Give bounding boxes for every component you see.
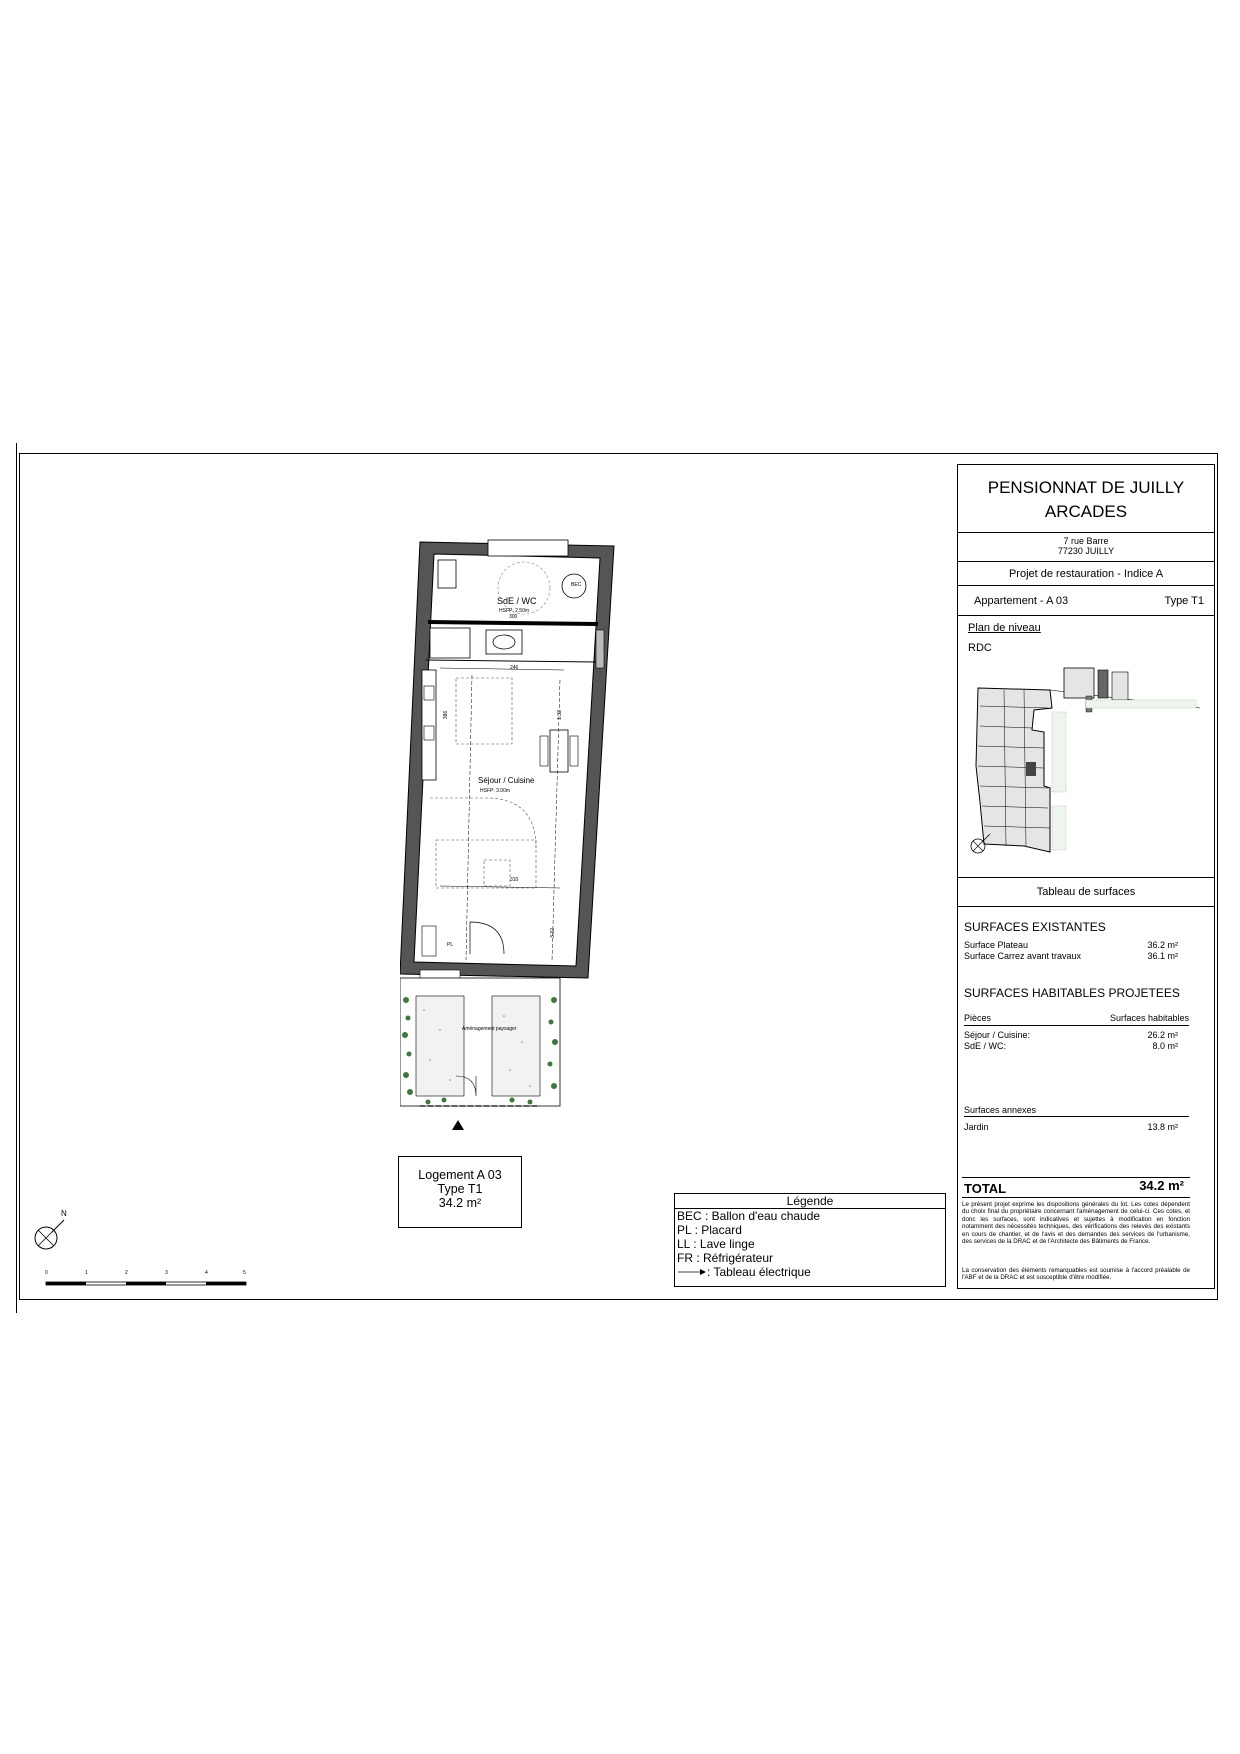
- dim-label-2: 246: [510, 665, 519, 671]
- total-value: 34.2 m²: [1139, 1178, 1184, 1193]
- annex-heading: Surfaces annexes: [964, 1105, 1189, 1117]
- disclaimer-note: Le présent projet exprime les dispositions générales du lot. Les cotes dépendent du choix final du propriétaire concernant l'aménagement de celui-ci. Ces cotes, et donc les surfaces, sont indicatives et sujettes à modification en fonction notamment des nécessités techniques, des vérifications des relevés des existants en cours de chantier, et de l'avis et des demandes des services de l'urbanisme, des services de la DRAC et de l'Architecte des Bâtiments de France.: [962, 1201, 1190, 1246]
- room-sde-wc: SdE / WC: [497, 596, 537, 606]
- scale-ticks: [45, 1270, 251, 1278]
- legend-item-ll: LL : Lave linge: [677, 1237, 755, 1251]
- lot-area: 34.2 m²: [438, 1196, 482, 1210]
- apartment-row: [958, 586, 1214, 616]
- legend-heading: Légende: [675, 1194, 945, 1209]
- surfaces-heading: Tableau de surfaces: [958, 878, 1214, 907]
- site-key-plan: [964, 666, 1210, 866]
- room-sde-height: HSFP: 2.50m: [499, 608, 530, 614]
- existing-heading: SURFACES EXISTANTES: [964, 920, 1106, 934]
- legend: [674, 1193, 946, 1287]
- scale-tick-5: 5: [243, 1270, 246, 1276]
- project-name: PENSIONNAT DE JUILLY: [987, 478, 1185, 497]
- scale-tick-2: 2: [125, 1270, 128, 1276]
- dim-label-3: 386: [443, 710, 450, 720]
- pl-tag: PL: [447, 942, 454, 948]
- annex-label-1: Jardin: [964, 1122, 989, 1132]
- scale-tick-0: 0: [45, 1270, 48, 1276]
- legend-item-bec: BEC : Ballon d'eau chaude: [677, 1209, 821, 1223]
- project-subtitle: ARCADES: [1044, 502, 1128, 521]
- address-row: [958, 533, 1214, 562]
- title-row: [958, 465, 1214, 533]
- conservation-note: La conservation des éléments remarquables est soumise à l'accord préalable de l'ABF et de la DRAC et est susceptible d'être modifiée.: [962, 1267, 1190, 1282]
- annex-value-1: 13.8 m²: [1147, 1122, 1178, 1132]
- existing-value-2: 36.1 m²: [1147, 951, 1178, 961]
- total-row: [962, 1177, 1190, 1198]
- north-label: N: [61, 1209, 67, 1218]
- site-plan-row: [958, 616, 1214, 878]
- existing-value-1: 36.2 m²: [1147, 940, 1178, 950]
- projected-heading: SURFACES HABITABLES PROJETEES: [964, 986, 1180, 1000]
- title-block: [957, 464, 1215, 1289]
- total-label: TOTAL: [964, 1181, 1007, 1196]
- bec-tag: BEC: [571, 582, 582, 588]
- dim-label-4: 1.32: [556, 710, 563, 720]
- partition-wall: [428, 622, 598, 624]
- projected-label-1: Séjour / Cuisine:: [964, 1030, 1031, 1040]
- scale-tick-1: 1: [85, 1270, 88, 1276]
- shower: [430, 628, 470, 658]
- left-margin-rule: [16, 443, 17, 1313]
- address-city: 77230 JUILLY: [1057, 546, 1115, 556]
- projected-columns: [964, 1013, 1189, 1026]
- existing-label-2: Surface Carrez avant travaux: [964, 951, 1082, 961]
- dim-label-5: 310: [510, 877, 519, 883]
- entry-arrow: [452, 1120, 464, 1130]
- floor-plan: [400, 530, 630, 1130]
- lot-type: Type T1: [437, 1182, 483, 1196]
- scale-tick-4: 4: [205, 1270, 208, 1276]
- existing-label-1: Surface Plateau: [964, 940, 1029, 950]
- legend-item-tableau-label: : Tableau électrique: [707, 1265, 811, 1279]
- lot-box: [398, 1156, 522, 1228]
- room-sejour-height: HSFP: 3.00m: [480, 788, 511, 794]
- projected-label-2: SdE / WC:: [964, 1041, 1007, 1051]
- garden: [400, 978, 560, 1106]
- electric-panel-icon: [678, 1268, 706, 1276]
- dim-label-6: 3.32: [549, 928, 556, 938]
- col-surfaces: Surfaces habitables: [1109, 1013, 1189, 1023]
- garden-note: Aménagement paysager: [462, 1026, 517, 1032]
- dining-table: [550, 730, 568, 772]
- col-rooms: Pièces: [964, 1013, 992, 1023]
- lot-name: Logement A 03: [418, 1168, 502, 1182]
- projected-value-2: 8.0 m²: [1152, 1041, 1178, 1051]
- plan-heading: Plan de niveau: [968, 622, 1041, 634]
- legend-item-tableau: [675, 1265, 945, 1279]
- scale-tick-3: 3: [165, 1270, 168, 1276]
- dim-label-1: 300: [509, 614, 518, 620]
- north-arrow-icon: [32, 1210, 74, 1252]
- projected-value-1: 26.2 m²: [1147, 1030, 1178, 1040]
- apartment-id: Appartement - A 03: [974, 595, 1069, 607]
- address-street: 7 rue Barre: [1063, 536, 1109, 546]
- status-row: Projet de restauration - Indice A: [958, 562, 1214, 586]
- wc: [438, 560, 456, 588]
- room-sejour: Séjour / Cuisine: [478, 776, 535, 785]
- apartment-type: Type T1: [1164, 595, 1204, 607]
- legend-item-fr: FR : Réfrigérateur: [677, 1251, 774, 1265]
- legend-item-pl: PL : Placard: [677, 1223, 742, 1237]
- level-label: RDC: [968, 642, 992, 654]
